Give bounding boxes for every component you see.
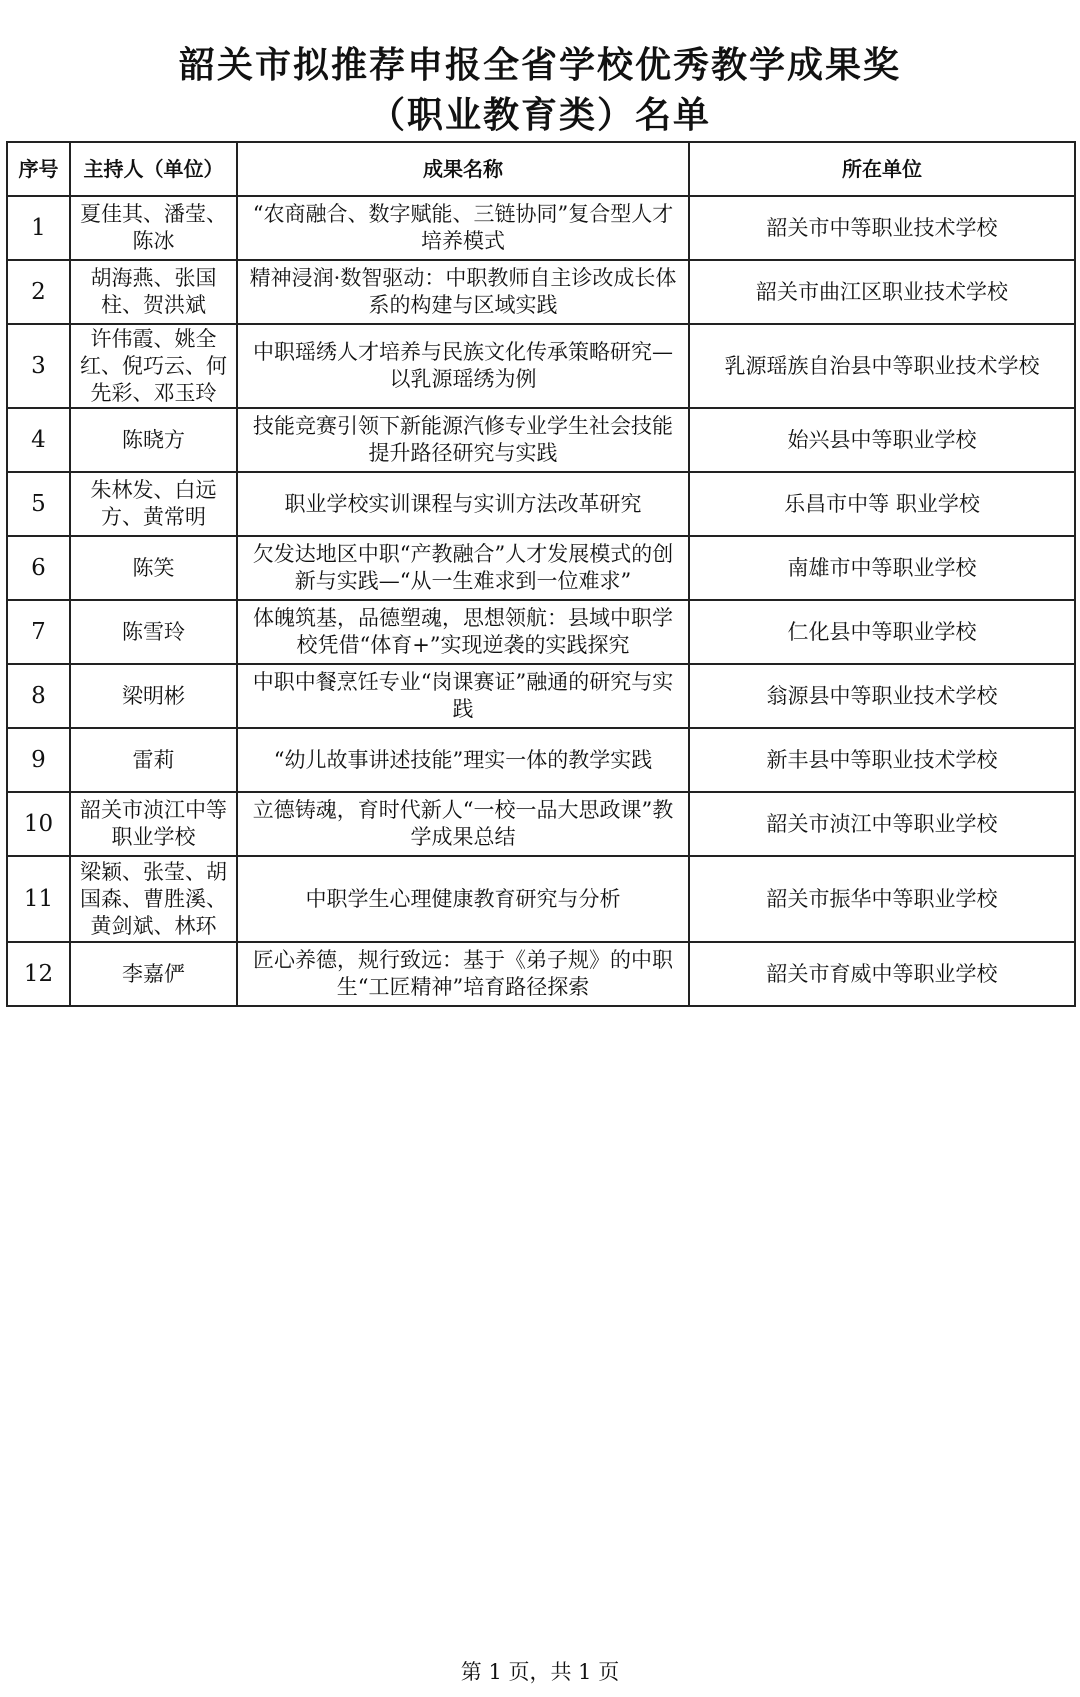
- row-unit: 韶关市振华中等职业学校: [689, 856, 1075, 942]
- row-achievement-name: 立德铸魂，育时代新人“一校一品大思政课”教学成果总结: [237, 792, 689, 856]
- table-row: [7, 196, 1075, 260]
- page-number: 第 1 页，共 1 页: [460, 1660, 620, 1684]
- table-row: [7, 728, 1075, 792]
- row-host: 韶关市浈江中等职业学校: [70, 792, 237, 856]
- row-serial-number: 8: [7, 664, 70, 728]
- table-row: [7, 792, 1075, 856]
- table-row: [7, 664, 1075, 728]
- row-serial-number: 7: [7, 600, 70, 664]
- row-host: 雷莉: [70, 728, 237, 792]
- row-serial-number: 4: [7, 408, 70, 472]
- row-achievement-name: 职业学校实训课程与实训方法改革研究: [237, 472, 689, 536]
- row-achievement-name: “农商融合、数字赋能、三链协同”复合型人才培养模式: [237, 196, 689, 260]
- row-unit: 南雄市中等职业学校: [689, 536, 1075, 600]
- row-achievement-name: 体魄筑基，品德塑魂，思想领航：县域中职学校凭借“体育+”实现逆袭的实践探究: [237, 600, 689, 664]
- row-host: 李嘉俨: [70, 942, 237, 1006]
- table-header-row: [7, 142, 1075, 196]
- recommendation-table: [6, 141, 1076, 1007]
- row-serial-number: 5: [7, 472, 70, 536]
- row-host: 胡海燕、张国柱、贺洪斌: [70, 260, 237, 324]
- row-host: 许伟霞、姚全红、倪巧云、何先彩、邓玉玲: [70, 324, 237, 408]
- row-unit: 韶关市中等职业技术学校: [689, 196, 1075, 260]
- row-serial-number: 11: [7, 856, 70, 942]
- table-row: [7, 942, 1075, 1006]
- row-unit: 乐昌市中等 职业学校: [689, 472, 1075, 536]
- row-serial-number: 12: [7, 942, 70, 1006]
- row-unit: 韶关市浈江中等职业学校: [689, 792, 1075, 856]
- row-serial-number: 1: [7, 196, 70, 260]
- header-serial-number: 序号: [7, 142, 70, 196]
- table-row: [7, 260, 1075, 324]
- row-host: 梁明彬: [70, 664, 237, 728]
- row-serial-number: 6: [7, 536, 70, 600]
- row-host: 陈笑: [70, 536, 237, 600]
- row-achievement-name: 技能竞赛引领下新能源汽修专业学生社会技能提升路径研究与实践: [237, 408, 689, 472]
- row-host: 夏佳其、潘莹、陈冰: [70, 196, 237, 260]
- row-achievement-name: 匠心养德，规行致远：基于《弟子规》的中职生“工匠精神”培育路径探索: [237, 942, 689, 1006]
- row-achievement-name: 中职学生心理健康教育研究与分析: [237, 856, 689, 942]
- row-achievement-name: 中职瑶绣人才培养与民族文化传承策略研究—以乳源瑶绣为例: [237, 324, 689, 408]
- table-row: [7, 536, 1075, 600]
- row-serial-number: 3: [7, 324, 70, 408]
- row-host: 梁颖、张莹、胡国森、曹胜溪、黄剑斌、林环: [70, 856, 237, 942]
- row-unit: 新丰县中等职业技术学校: [689, 728, 1075, 792]
- row-host: 朱林发、白远方、黄常明: [70, 472, 237, 536]
- row-unit: 韶关市曲江区职业技术学校: [689, 260, 1075, 324]
- header-host: 主持人（单位）: [70, 142, 237, 196]
- row-unit: 翁源县中等职业技术学校: [689, 664, 1075, 728]
- row-unit: 乳源瑶族自治县中等职业技术学校: [689, 324, 1075, 408]
- table-row: [7, 324, 1075, 408]
- table-row: [7, 600, 1075, 664]
- document-subtitle: （职业教育类）名单: [368, 95, 711, 136]
- row-achievement-name: 欠发达地区中职“产教融合”人才发展模式的创新与实践—“从一生难求到一位难求”: [237, 536, 689, 600]
- row-achievement-name: 精神浸润·数智驱动：中职教师自主诊改成长体系的构建与区域实践: [237, 260, 689, 324]
- row-serial-number: 9: [7, 728, 70, 792]
- document-title: 韶关市拟推荐申报全省学校优秀教学成果奖: [178, 45, 901, 86]
- header-unit: 所在单位: [689, 142, 1075, 196]
- table-row: [7, 408, 1075, 472]
- row-achievement-name: “幼儿故事讲述技能”理实一体的教学实践: [237, 728, 689, 792]
- row-host: 陈雪玲: [70, 600, 237, 664]
- header-achievement-name: 成果名称: [237, 142, 689, 196]
- row-achievement-name: 中职中餐烹饪专业“岗课赛证”融通的研究与实践: [237, 664, 689, 728]
- row-host: 陈晓方: [70, 408, 237, 472]
- table-row: [7, 856, 1075, 942]
- table-row: [7, 472, 1075, 536]
- row-serial-number: 2: [7, 260, 70, 324]
- row-unit: 韶关市育威中等职业学校: [689, 942, 1075, 1006]
- row-unit: 始兴县中等职业学校: [689, 408, 1075, 472]
- row-unit: 仁化县中等职业学校: [689, 600, 1075, 664]
- row-serial-number: 10: [7, 792, 70, 856]
